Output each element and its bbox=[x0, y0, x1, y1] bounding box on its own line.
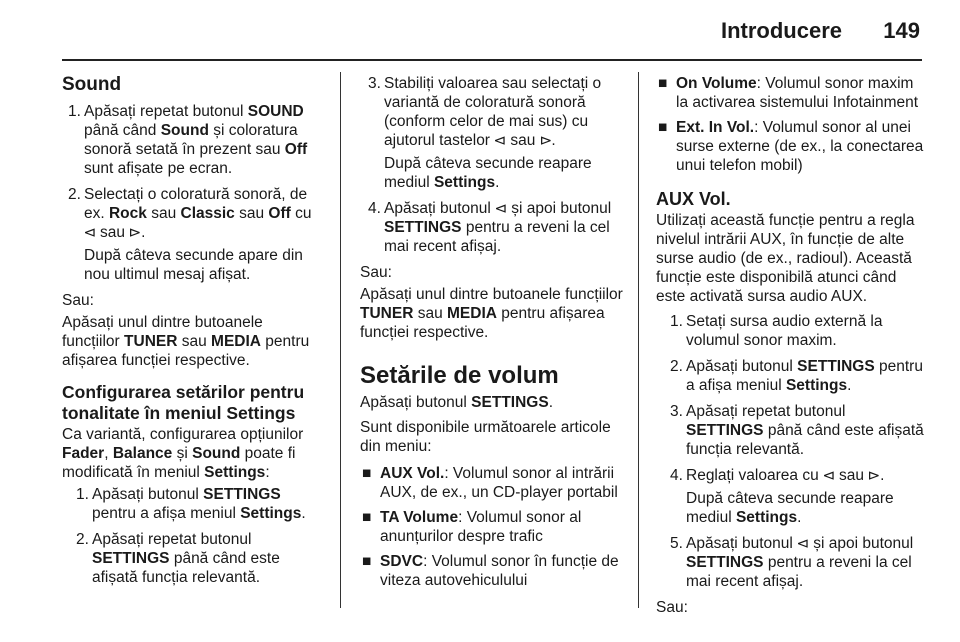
list-item: 3. Stabiliți valoarea sau selectați o variantă de coloratură sonoră (conform celor de mai sus) cu ajutorul tastelor ⊲ sau ⊳. După câteva secunde reapare mediul Settings. bbox=[362, 74, 626, 192]
left-arrow-icon: ⊲ bbox=[493, 132, 507, 148]
right-arrow-icon: ⊳ bbox=[128, 224, 142, 240]
list-item: 2. Apăsați repetat butonul SETTINGS până când este afișată funcția relevantă. bbox=[76, 531, 280, 586]
column-3 bbox=[656, 74, 924, 620]
bullet-item: ■ On Volume: Volumul sonor maxim la activarea sistemului Infotainment bbox=[658, 75, 919, 111]
right-arrow-icon: ⊳ bbox=[867, 467, 881, 483]
bullet-icon: ■ bbox=[362, 509, 372, 526]
header-title: Introducere bbox=[720, 18, 842, 43]
list-item: 1. Apăsați repetat butonul SOUND până când Sound și coloratura sonoră setată în prezent sau Off sunt afișate pe ecran. bbox=[68, 103, 308, 177]
bullet-item: ■ AUX Vol.: Volumul sonor al intrării AUX, de ex., un CD-player portabil bbox=[362, 465, 618, 501]
list-item: 5. Apăsați butonul ⊲ și apoi butonul SETTINGS pentru a reveni la cel mai recent afișaj. bbox=[670, 535, 914, 590]
or-text: Sau: bbox=[656, 599, 688, 616]
left-arrow-icon: ⊲ bbox=[494, 200, 508, 216]
or-text: Sau: bbox=[62, 292, 94, 309]
list-item: 4. Reglați valoarea cu ⊲ sau ⊳. După câteva secunde reapare mediul Settings. bbox=[664, 466, 924, 527]
note-text: După câteva secunde apare din nou ultimul mesaj afișat. bbox=[84, 247, 303, 283]
note-text: După câteva secunde reapare mediul Settings. bbox=[686, 490, 894, 526]
list-item: 2. Apăsați butonul SETTINGS pentru a afișa meniul Settings. bbox=[670, 358, 923, 394]
steps-list bbox=[360, 74, 626, 256]
paragraph: Apăsați butonul SETTINGS. bbox=[360, 394, 553, 411]
section-title-sound: Sound bbox=[62, 74, 122, 95]
steps-list bbox=[656, 312, 924, 591]
note-text: După câteva secunde reapare mediul Settings. bbox=[384, 155, 592, 191]
list-item: 1. Setați sursa audio externă la volumul sonor maxim. bbox=[670, 313, 883, 349]
section-title-configure: Configurarea setărilor pentru tonalitate în meniul Settings bbox=[62, 382, 305, 423]
page-header bbox=[0, 0, 960, 62]
header-divider bbox=[62, 59, 922, 61]
section-title-aux: AUX Vol. bbox=[656, 189, 731, 209]
paragraph: Sunt disponibile următoarele articole din meniu: bbox=[360, 419, 611, 455]
column-2 bbox=[360, 74, 626, 596]
column-divider-1 bbox=[340, 72, 341, 608]
bullet-icon: ■ bbox=[658, 119, 668, 136]
bullet-item: ■ TA Volume: Volumul sonor al anunțurilor despre trafic bbox=[362, 509, 582, 545]
bullet-icon: ■ bbox=[362, 553, 372, 570]
paragraph: Apăsați unul dintre butoanele funcțiilor TUNER sau MEDIA pentru afișarea funcției respective. bbox=[62, 314, 310, 369]
left-arrow-icon: ⊲ bbox=[796, 535, 810, 551]
column-1 bbox=[62, 74, 324, 594]
steps-list bbox=[62, 485, 324, 587]
or-text: Sau: bbox=[360, 264, 392, 281]
column-divider-2 bbox=[638, 72, 639, 608]
paragraph: Apăsați unul dintre butoanele funcțiilor TUNER sau MEDIA pentru afișarea funcției respective. bbox=[360, 286, 623, 341]
bullet-icon: ■ bbox=[362, 465, 372, 482]
list-item: 1. Apăsați butonul SETTINGS pentru a afișa meniul Settings. bbox=[76, 486, 306, 522]
paragraph: Ca variantă, configurarea opțiunilor Fader, Balance și Sound poate fi modificată în meniul Settings: bbox=[62, 426, 304, 481]
list-item: 3. Apăsați repetat butonul SETTINGS până când este afișată funcția relevantă. bbox=[670, 403, 924, 458]
bullet-item: ■ SDVC: Volumul sonor în funcție de viteza autovehiculului bbox=[362, 553, 619, 589]
list-item: 4. Apăsați butonul ⊲ și apoi butonul SETTINGS pentru a reveni la cel mai recent afișaj. bbox=[368, 200, 612, 255]
left-arrow-icon: ⊲ bbox=[822, 467, 836, 483]
bullet-icon: ■ bbox=[658, 75, 668, 92]
list-item: 2. Selectați o coloratură sonoră, de ex. Rock sau Classic sau Off cu ⊲ sau ⊳. După câteva secunde apare din nou ultimul mesaj afișat. bbox=[62, 185, 324, 284]
section-title-volume: Setările de volum bbox=[360, 362, 559, 389]
paragraph: Utilizați această funcție pentru a regla nivelul intrării AUX, în funcție de alte surse audio (de ex., radioul). Această funcție este disponibilă atunci când este activată sursa audio AUX. bbox=[656, 212, 915, 305]
right-arrow-icon: ⊳ bbox=[539, 132, 552, 148]
left-arrow-icon: ⊲ bbox=[83, 224, 97, 240]
bullet-item: ■ Ext. In Vol.: Volumul sonor al unei surse externe (de ex., la conectarea unui telefon mobil) bbox=[658, 119, 924, 174]
page-number: 149 bbox=[883, 18, 920, 43]
